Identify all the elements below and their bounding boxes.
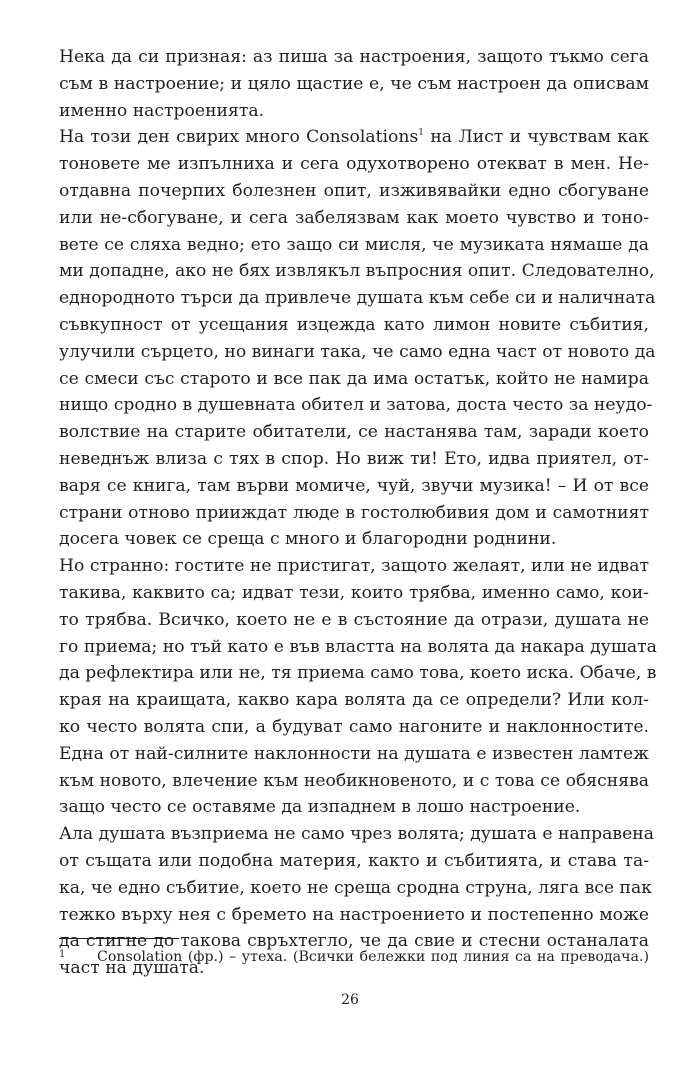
text-line: вете се сляха ведно; ето защо си мисля, че музиката нямаше да (59, 234, 649, 255)
page-number: 26 (341, 992, 359, 1008)
text-line: улучили сърцето, но винаги така, че само една част от новото да (59, 341, 656, 362)
text-line: ми допадне, ако не бях извлякъл въпросния опит. Следователно, (59, 261, 655, 282)
footnote-text: Consolation (фр.) – утеха. (Всички бележки под линия са на преводача.) (97, 949, 649, 965)
text-line: съвкупност от усещания изцежда като лимон новите събития, (59, 314, 649, 335)
text-line: страни отново прииждат люде в гостолюбивия дом и самотният (59, 502, 649, 523)
footnote-divider (59, 938, 179, 939)
text-line: Една от най-силните наклонности на душата е известен ламтеж (59, 743, 649, 764)
text-line: или не-сбогуване, и сега забелязвам как моето чувство и тоно- (59, 207, 649, 228)
text-line: еднородното търси да привлече душата към себе си и наличната (59, 288, 656, 309)
text-line: Ала душата възприема не само чрез волята; душата е направена (59, 824, 654, 845)
body-text (59, 44, 657, 982)
text-line: неведнъж влиза с тях в спор. Но виж ти! Ето, идва приятел, от- (59, 448, 649, 469)
text-line: варя се книга, там върви момиче, чуй, звучи музика! – И от все (59, 475, 649, 496)
text-line: да рефлектира или не, тя приема само това, което иска. Обаче, в (59, 663, 657, 684)
text-line: именно настроенията. (59, 100, 265, 121)
footnote (59, 945, 649, 967)
text-line: Нека да си призная: аз пиша за настроения, защото тъкмо сега (59, 47, 649, 67)
text-line-head: На този ден свирих много Consolations (59, 127, 419, 148)
text-line: съм в настроение; и цяло щастие е, че съм настроен да описвам (59, 73, 649, 94)
footnote-marker: 1 (59, 949, 66, 960)
text-line-tail: на Лист и чувствам как (424, 127, 649, 148)
text-line: волствие на старите обитатели, се настанява там, заради което (59, 422, 649, 443)
text-line: края на краищата, какво кара волята да се определи? Или кол- (59, 690, 649, 711)
text-line: го приема; но тъй като е във властта на волята да накара душата (59, 636, 657, 657)
text-line: ка, че едно събитие, което не среща сродна струна, ляга все пак (59, 877, 652, 898)
text-line: от същата или подобна материя, както и събитията, и става та- (59, 850, 649, 871)
text-line: ко често волята спи, а будуват само нагоните и наклонностите. (59, 716, 649, 737)
text-line: отдавна почерпих болезнен опит, изживявайки едно сбогуване (59, 180, 649, 201)
text-line: тежко върху нея с бремето на настроението и постепенно може (59, 904, 649, 925)
footnote-reference: 1 (418, 128, 425, 139)
text-line: тоновете ме изпълниха и сега одухотворено отекват в мен. Не- (59, 154, 649, 175)
text-line: защо често се оставяме да изпаднем в лошо настроение. (59, 797, 581, 818)
text-line: Но странно: гостите не пристигат, защото желаят, или не идват (59, 556, 649, 577)
text-line: към новото, влечение към необикновеното, и с това се обяснява (59, 770, 649, 791)
text-line: се смеси със старото и все пак да има остатък, който не намира (59, 368, 649, 389)
text-line: досега човек се среща с много и благородни роднини. (59, 529, 557, 550)
text-line (59, 124, 649, 151)
text-line: част на душата. (59, 958, 205, 979)
text-line: такива, каквито са; идват тези, които трябва, именно само, кои- (59, 582, 649, 603)
text-line: да стигне до такова свръхтегло, че да свие и стесни останалата (59, 931, 649, 952)
text-line: нищо сродно в душевната обител и затова, доста често за неудо- (59, 395, 653, 416)
text-line: то трябва. Всичко, което не е в състояние да отрази, душата не (59, 609, 649, 630)
